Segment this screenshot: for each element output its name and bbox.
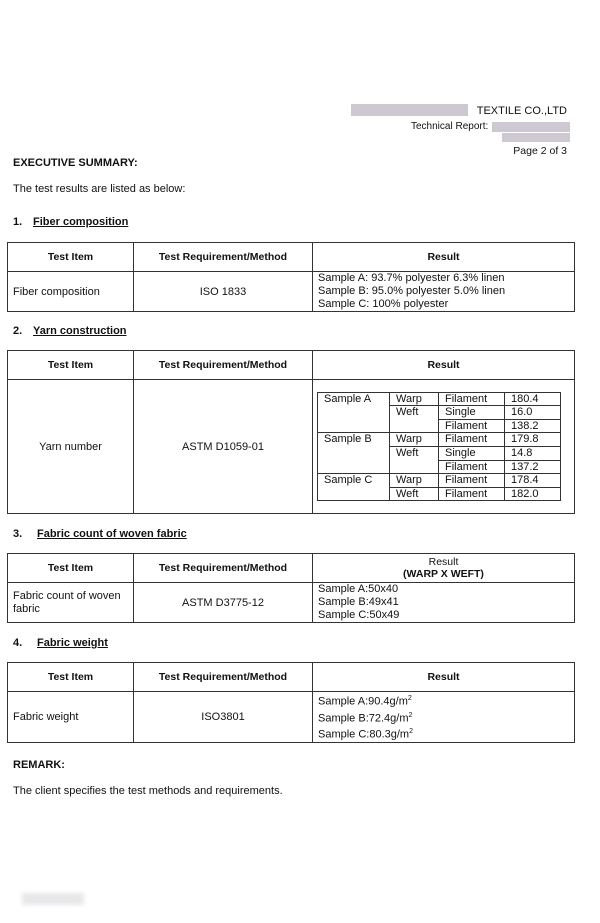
yarn-type-cell: Filament bbox=[439, 474, 505, 488]
col-result: Result bbox=[313, 351, 575, 380]
section-title: Fabric count of woven fabric bbox=[37, 528, 187, 540]
yarn-type-cell: Single bbox=[439, 447, 505, 461]
direction-cell: Weft bbox=[390, 447, 439, 474]
section-1-heading bbox=[13, 216, 128, 228]
yarn-type-cell: Filament bbox=[439, 419, 505, 433]
result-cell bbox=[313, 380, 575, 514]
fabric-count-table bbox=[7, 553, 575, 623]
result-line: Sample A:50x40 bbox=[318, 583, 399, 595]
col-result bbox=[313, 554, 575, 583]
col-test-item: Test Item bbox=[8, 351, 134, 380]
unit-superscript: 2 bbox=[408, 711, 413, 719]
section-number: 3. bbox=[13, 528, 23, 540]
page-number: Page 2 of 3 bbox=[513, 145, 567, 157]
yarn-value-cell: 16.0 bbox=[505, 406, 561, 420]
result-line: Sample B: 95.0% polyester 5.0% linen bbox=[318, 285, 506, 297]
sample-cell: Sample A bbox=[318, 392, 390, 433]
executive-summary-heading: EXECUTIVE SUMMARY: bbox=[13, 157, 138, 169]
result-line bbox=[318, 725, 569, 742]
col-requirement: Test Requirement/Method bbox=[134, 663, 313, 692]
yarn-value-cell: 138.2 bbox=[505, 419, 561, 433]
col-requirement: Test Requirement/Method bbox=[134, 554, 313, 583]
section-title: Fabric weight bbox=[37, 637, 108, 649]
report-number-label: Technical Report: bbox=[411, 121, 489, 132]
section-title: Yarn construction bbox=[33, 325, 127, 337]
yarn-value-cell: 14.8 bbox=[505, 447, 561, 461]
col-test-item: Test Item bbox=[8, 554, 134, 583]
test-item-cell: Yarn number bbox=[8, 380, 134, 514]
redacted-report-number bbox=[492, 122, 570, 132]
section-4-heading bbox=[13, 637, 108, 649]
yarn-type-cell: Filament bbox=[439, 460, 505, 474]
section-number: 4. bbox=[13, 637, 23, 649]
unit-superscript: 2 bbox=[407, 695, 412, 702]
remark-heading: REMARK: bbox=[13, 759, 65, 771]
direction-cell: Weft bbox=[390, 487, 439, 501]
col-test-item: Test Item bbox=[8, 663, 134, 692]
yarn-construction-table bbox=[7, 350, 575, 514]
direction-cell: Warp bbox=[390, 433, 439, 447]
direction-cell: Warp bbox=[390, 474, 439, 488]
fiber-composition-table bbox=[7, 242, 575, 312]
unit-superscript: 2 bbox=[409, 728, 414, 736]
yarn-type-cell: Single bbox=[439, 406, 505, 420]
col-test-item: Test Item bbox=[8, 243, 134, 272]
redacted-company-name bbox=[351, 104, 468, 116]
direction-cell: Warp bbox=[390, 392, 439, 406]
remark-text: The client specifies the test methods and requirements. bbox=[13, 785, 283, 797]
yarn-value-cell: 137.2 bbox=[505, 460, 561, 474]
col-requirement: Test Requirement/Method bbox=[134, 351, 313, 380]
test-item-cell: Fabric weight bbox=[8, 692, 134, 743]
result-cell bbox=[313, 692, 575, 743]
yarn-type-cell: Filament bbox=[439, 392, 505, 406]
redacted-report-suffix bbox=[502, 133, 570, 142]
summary-intro: The test results are listed as below: bbox=[13, 183, 186, 195]
col-result: Result bbox=[313, 243, 575, 272]
blurred-footer-mark bbox=[22, 893, 84, 905]
fabric-weight-table bbox=[7, 662, 575, 743]
yarn-value-cell: 182.0 bbox=[505, 487, 561, 501]
result-line: Sample C: 100% polyester bbox=[318, 298, 449, 310]
result-text: Sample A:90.4g/m bbox=[318, 695, 408, 708]
yarn-type-cell: Filament bbox=[439, 487, 505, 501]
result-header-label: Result bbox=[428, 556, 459, 568]
yarn-value-cell: 178.4 bbox=[505, 474, 561, 488]
section-3-heading bbox=[13, 528, 187, 540]
yarn-type-cell: Filament bbox=[439, 433, 505, 447]
section-2-heading bbox=[13, 325, 127, 337]
section-number: 2. bbox=[13, 325, 23, 337]
test-item-cell: Fiber composition bbox=[8, 272, 134, 312]
result-cell bbox=[313, 272, 575, 312]
yarn-value-cell: 180.4 bbox=[505, 392, 561, 406]
result-line: Sample A: 93.7% polyester 6.3% linen bbox=[318, 272, 505, 284]
result-text: Sample C:80.3g/m bbox=[318, 728, 410, 741]
yarn-number-subtable bbox=[317, 392, 561, 502]
company-name: TEXTILE CO.,LTD bbox=[476, 105, 567, 117]
result-line: Sample C:50x49 bbox=[318, 609, 400, 621]
result-header-sub: (WARP X WEFT) bbox=[403, 568, 484, 580]
result-cell bbox=[313, 583, 575, 623]
direction-cell: Weft bbox=[390, 406, 439, 433]
yarn-value-cell: 179.8 bbox=[505, 433, 561, 447]
method-cell: ASTM D1059-01 bbox=[134, 380, 313, 514]
col-requirement: Test Requirement/Method bbox=[134, 243, 313, 272]
method-cell: ISO3801 bbox=[134, 692, 313, 743]
sample-cell: Sample C bbox=[318, 474, 390, 501]
result-line bbox=[318, 709, 569, 726]
method-cell: ISO 1833 bbox=[134, 272, 313, 312]
section-title: Fiber composition bbox=[33, 216, 129, 228]
method-cell: ASTM D3775-12 bbox=[134, 583, 313, 623]
result-line bbox=[318, 692, 569, 709]
test-item-cell: Fabric count of woven fabric bbox=[8, 583, 134, 623]
col-result: Result bbox=[313, 663, 575, 692]
result-line: Sample B:49x41 bbox=[318, 596, 399, 608]
result-text: Sample B:72.4g/m bbox=[318, 712, 409, 725]
sample-cell: Sample B bbox=[318, 433, 390, 474]
section-number: 1. bbox=[13, 216, 23, 228]
